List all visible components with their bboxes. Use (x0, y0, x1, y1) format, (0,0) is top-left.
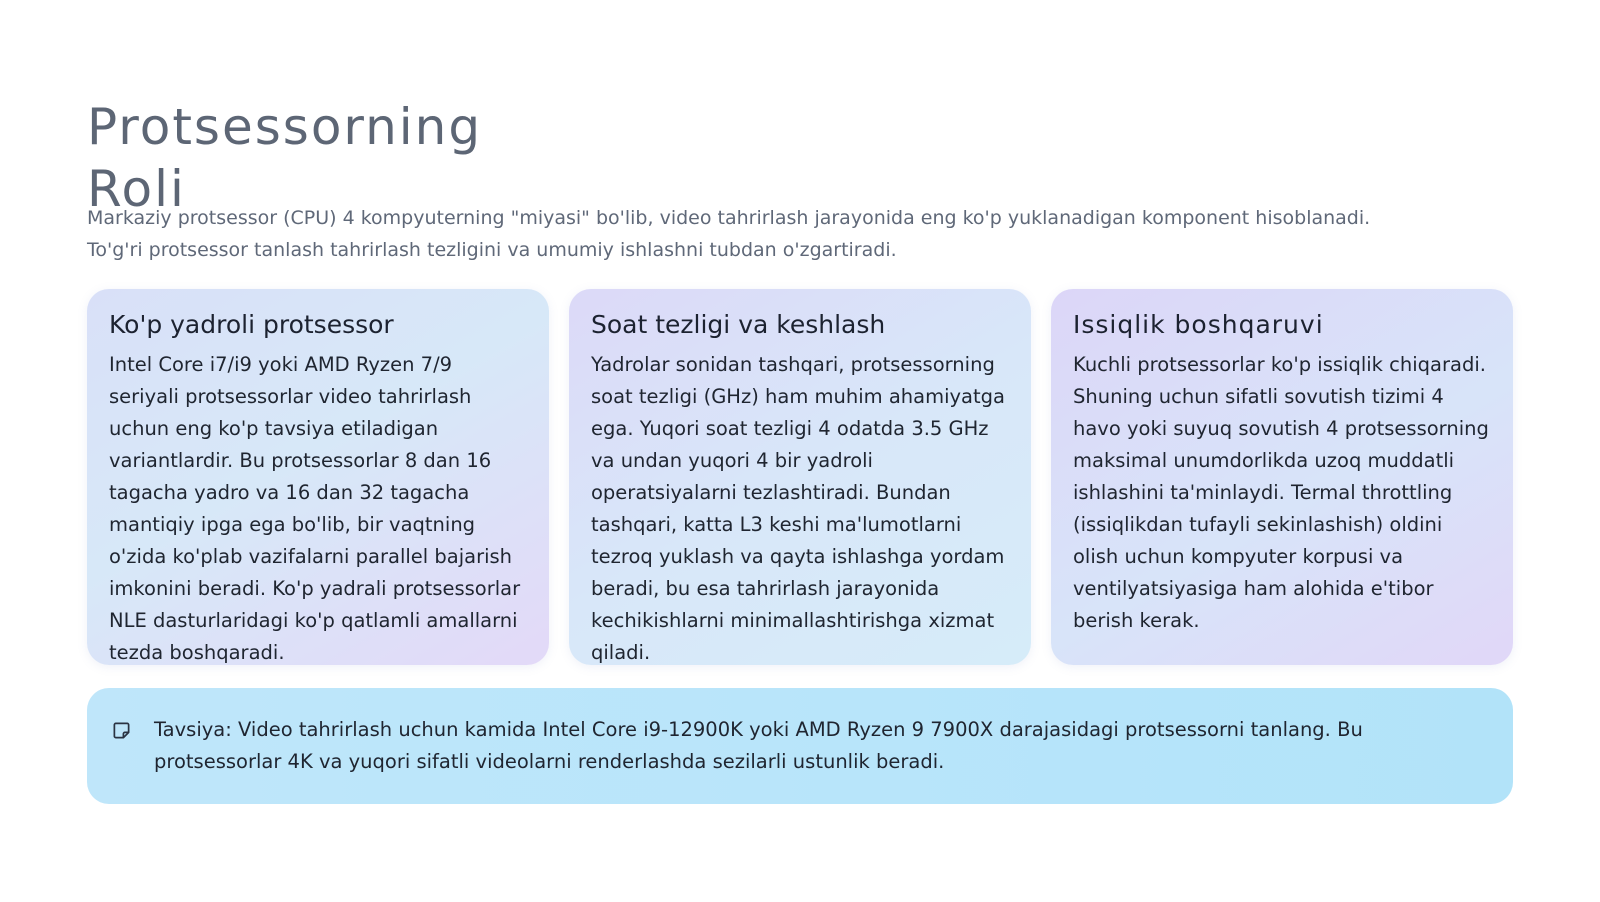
note-icon (112, 721, 131, 740)
card-body: Yadrolar sonidan tashqari, protsessorning soat tezligi (GHz) ham muhim ahamiyatga ega. Yuqori soat tezligi 4 odatda 3.5 GHz va undan yuqori 4 bir yadroli operatsiyalarni tezlashtiradi. Bundan tashqari, katta L3 keshi ma'lumotlarni tezroq yuklash va qayta ishlashga yordam beradi, bu esa tahrirlash jarayonida kechikishlarni minimallashtirishga xizmat qiladi. (591, 353, 1005, 664)
card-thermal (1051, 289, 1513, 665)
page-title: Protsessorning Roli (87, 98, 483, 218)
tip-text: Tavsiya: Video tahrirlash uchun kamida Intel Core i9-12900K yoki AMD Ryzen 9 7900X darajasidagi protsessorni tanlang. Bu protsessorlar 4K va yuqori sifatli videolarni renderlashda sezilarli ustunlik beradi. (154, 718, 1363, 773)
card-title: Issiqlik boshqaruvi (1073, 310, 1324, 339)
card-body: Kuchli protsessorlar ko'p issiqlik chiqaradi. Shuning uchun sifatli sovutish tizimi 4 havo yoki suyuq sovutish 4 protsessorning maksimal unumdorlikda uzoq muddatli ishlashini ta'minlaydi. Termal throttling (issiqlikdan tufayli sekinlashish) oldini olish uchun kompyuter korpusi va ventilyatsiyasiga ham alohida e'tibor berish kerak. (1073, 353, 1489, 632)
tip-box (87, 688, 1513, 804)
card-title: Ko'p yadroli protsessor (109, 310, 394, 339)
intro-text: Markaziy protsessor (CPU) 4 kompyuterning "miyasi" bo'lib, video tahrirlash jarayonida eng ko'p yuklanadigan komponent hisoblanadi. To'g'ri protsessor tanlash tahrirlash tezligini va umumiy ishlashni tubdan o'zgartiradi. (87, 207, 1371, 261)
feature-cards (87, 289, 1513, 665)
card-multicore (87, 289, 549, 665)
card-clock-speed (569, 289, 1031, 665)
card-body: Intel Core i7/i9 yoki AMD Ryzen 7/9 seriyali protsessorlar video tahrirlash uchun eng ko'p tavsiya etiladigan variantlardir. Bu protsessorlar 8 dan 16 tagacha yadro va 16 dan 32 tagacha mantiqiy ipga ega bo'lib, bir vaqtning o'zida ko'plab vazifalarni parallel bajarish imkonini beradi. Ko'p yadrali protsessorlar NLE dasturlaridagi ko'p qatlamli amallarni tezda boshqaradi. (109, 353, 521, 664)
card-title: Soat tezligi va keshlash (591, 310, 886, 339)
